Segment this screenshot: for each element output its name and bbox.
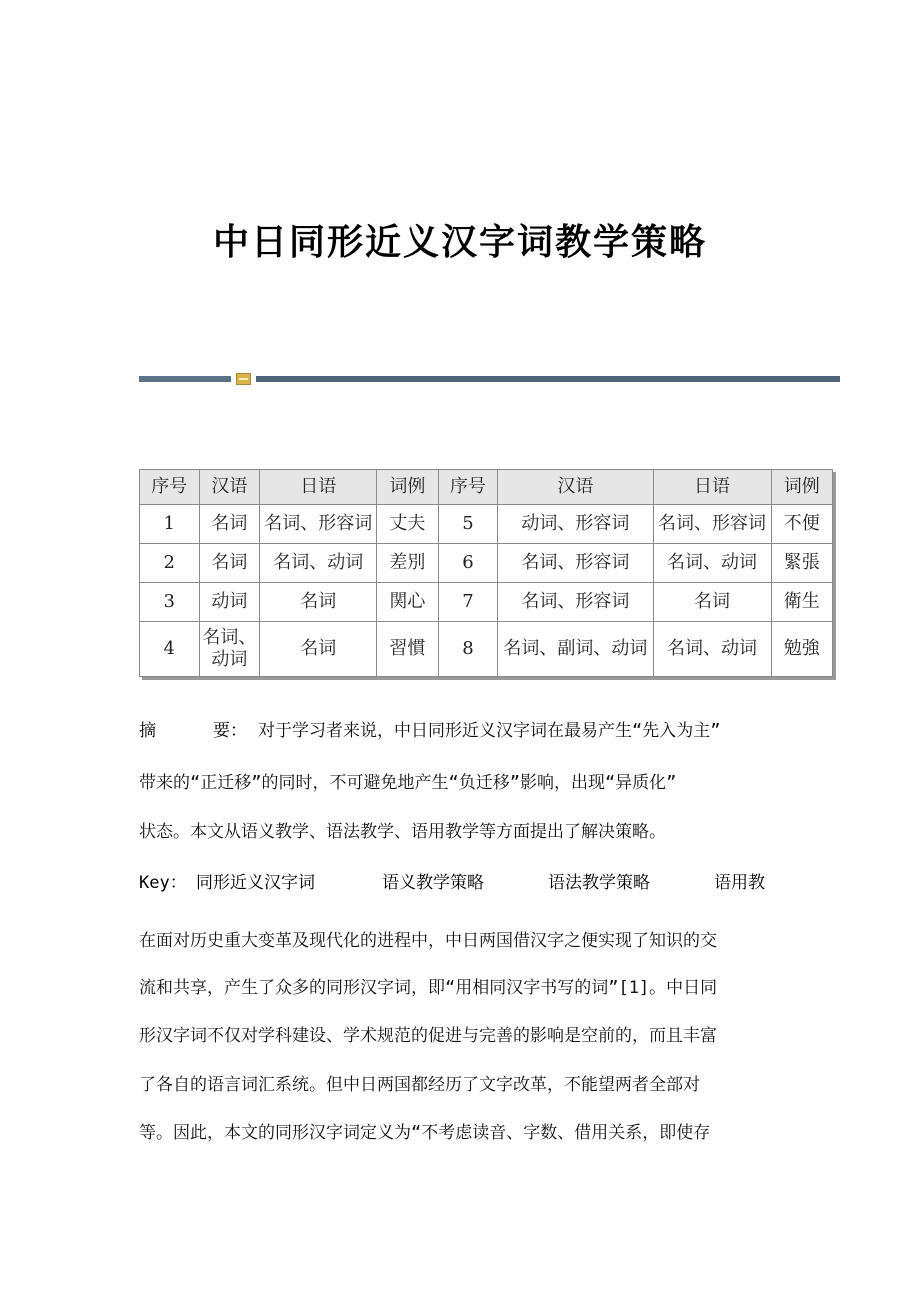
keywords-label: Key： — [139, 873, 187, 893]
abstract-line: 对于学习者来说，中日同形近义汉字词在最易产生“先入为主” — [258, 721, 721, 741]
header-cell: 汉语 — [199, 470, 260, 505]
abstract-label-part1: 摘 — [139, 721, 156, 741]
header-cell: 汉语 — [498, 470, 653, 505]
table-cell: 衛生 — [771, 583, 833, 622]
abstract-line: 带来的“正迁移”的同时，不可避免地产生“负迁移”影响，出现“异质化” — [139, 773, 677, 793]
table-cell: 勉強 — [771, 622, 833, 677]
body-line: 形汉字词不仅对学科建设、学术规范的促进与完善的影响是空前的，而且丰富 — [139, 1026, 717, 1046]
table-cell: 名词 — [199, 505, 260, 544]
vocabulary-table — [139, 469, 833, 677]
header-cell: 词例 — [377, 470, 438, 505]
body-line: 在面对历史重大变革及现代化的进程中，中日两国借汉字之便实现了知识的交 — [139, 931, 717, 951]
table-cell: 名词 — [260, 583, 377, 622]
keyword-item: 语义教学策略 — [382, 873, 484, 893]
body-line: 流和共享，产生了众多的同形汉字词，即“用相同汉字书写的词”[1]。中日同 — [139, 978, 718, 998]
table-cell: 动词 — [199, 583, 260, 622]
body-line: 等。因此，本文的同形汉字词定义为“不考虑读音、字数、借用关系，即使存 — [139, 1123, 711, 1143]
table-cell: 6 — [438, 544, 498, 583]
table-cell: 动词、形容词 — [498, 505, 653, 544]
body-line: 了各自的语言词汇系统。但中日两国都经历了文字改革，不能望两者全部对 — [139, 1075, 700, 1095]
table-cell: 名词、形容词 — [498, 544, 653, 583]
header-cell: 词例 — [771, 470, 833, 505]
header-cell: 日语 — [260, 470, 377, 505]
table-cell: 3 — [140, 583, 200, 622]
table-cell: 2 — [140, 544, 200, 583]
keyword-item: 同形近义汉字词 — [196, 873, 315, 893]
header-cell: 日语 — [653, 470, 771, 505]
table-cell: 4 — [140, 622, 200, 677]
table-cell: 5 — [438, 505, 498, 544]
keyword-item: 语法教学策略 — [548, 873, 650, 893]
divider-right — [256, 376, 840, 382]
abstract-label-part2: 要： — [213, 721, 247, 741]
table-cell: 丈夫 — [377, 505, 438, 544]
table-cell: 関心 — [377, 583, 438, 622]
table-cell: 名词、动词 — [653, 544, 771, 583]
table-row — [140, 544, 833, 583]
table-cell: 名词、形容词 — [653, 505, 771, 544]
table-cell: 名词、形容词 — [498, 583, 653, 622]
table-cell: 7 — [438, 583, 498, 622]
table-row — [140, 505, 833, 544]
table-cell: 名词 — [653, 583, 771, 622]
table-cell: 習慣 — [377, 622, 438, 677]
abstract-line: 状态。本文从语义教学、语法教学、语用教学等方面提出了解决策略。 — [139, 822, 666, 842]
header-cell: 序号 — [438, 470, 498, 505]
table-cell: 1 — [140, 505, 200, 544]
table-row — [140, 622, 833, 677]
table-cell: 名词、 动词 — [199, 622, 260, 677]
table-cell: 名词 — [260, 622, 377, 677]
table-cell: 名词 — [199, 544, 260, 583]
table-cell: 不便 — [771, 505, 833, 544]
table-header-row — [140, 470, 833, 505]
table-cell: 8 — [438, 622, 498, 677]
table-row — [140, 583, 833, 622]
paper-title: 中日同形近义汉字词教学策略 — [212, 221, 707, 263]
table-cell: 名词、动词 — [260, 544, 377, 583]
table-cell: 名词、形容词 — [260, 505, 377, 544]
table-cell: 名词、动词 — [653, 622, 771, 677]
table-cell: 名词、副词、动词 — [498, 622, 653, 677]
table-cell: 差別 — [377, 544, 438, 583]
keyword-item: 语用教 — [714, 873, 765, 893]
header-cell: 序号 — [140, 470, 200, 505]
divider-left — [139, 376, 231, 382]
divider-ornament-icon — [236, 373, 251, 385]
table-cell: 緊張 — [771, 544, 833, 583]
